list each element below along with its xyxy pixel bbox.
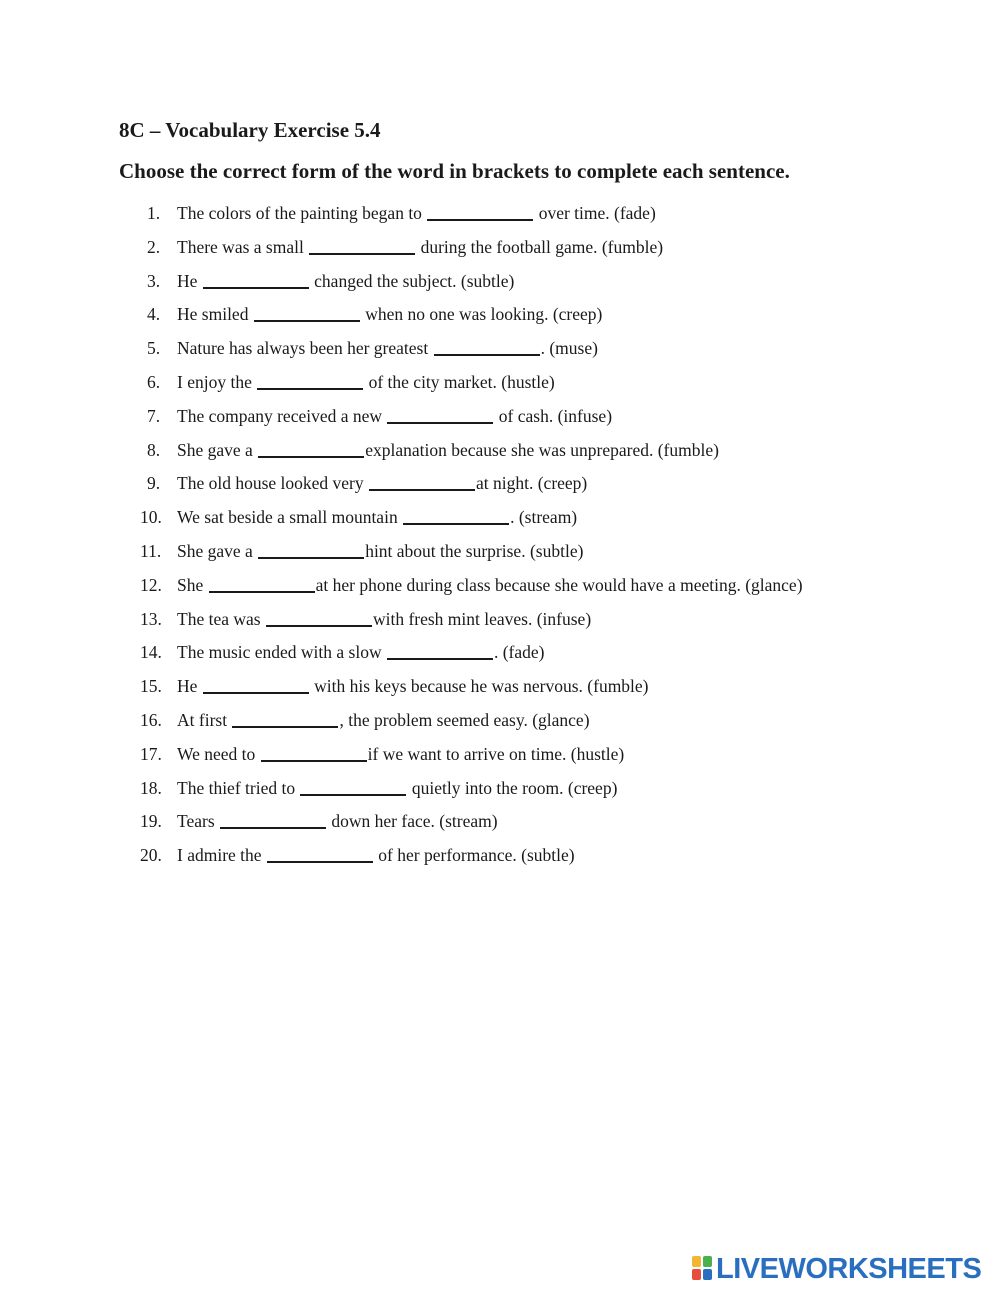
sentence-start: She gave a xyxy=(177,439,258,460)
item-number: 4. xyxy=(147,304,161,325)
sentence-end: . (stream) xyxy=(510,507,578,528)
exercise-item xyxy=(140,604,980,638)
exercise-item xyxy=(140,333,980,367)
sentence-start: She xyxy=(177,574,208,595)
answer-blank[interactable] xyxy=(261,746,367,762)
sentence-start: At first xyxy=(177,709,232,730)
sentence-end: explanation because she was unprepared. (fumble) xyxy=(365,439,719,460)
exercise-item xyxy=(140,570,980,604)
sentence-end: , the problem seemed easy. (glance) xyxy=(339,709,590,730)
exercise-item xyxy=(140,367,980,401)
item-number: 5. xyxy=(147,338,161,359)
sentence-end: . (muse) xyxy=(540,338,598,359)
sentence-start: Tears xyxy=(177,811,220,832)
sentence-end: of cash. (infuse) xyxy=(494,405,613,426)
answer-blank[interactable] xyxy=(254,306,360,322)
answer-blank[interactable] xyxy=(309,239,415,255)
exercise-item xyxy=(140,468,980,502)
exercise-item xyxy=(140,739,980,773)
answer-blank[interactable] xyxy=(427,205,533,221)
sentence-end: during the football game. (fumble) xyxy=(416,236,664,257)
answer-blank[interactable] xyxy=(369,475,475,491)
sentence-start: The old house looked very xyxy=(177,473,368,494)
exercise-item xyxy=(140,232,980,266)
item-number: 16. xyxy=(140,709,162,730)
sentence-start: He smiled xyxy=(177,304,253,325)
item-number: 9. xyxy=(147,473,161,494)
answer-blank[interactable] xyxy=(257,374,363,390)
sentence-end: changed the subject. (subtle) xyxy=(309,270,515,291)
item-number: 15. xyxy=(140,676,162,697)
exercise-item xyxy=(140,502,980,536)
sentence-start: The colors of the painting began to xyxy=(177,203,427,223)
item-number: 1. xyxy=(147,203,161,223)
answer-blank[interactable] xyxy=(203,273,309,289)
sentence-start: The company received a new xyxy=(177,405,387,426)
sentence-start: Nature has always been her greatest xyxy=(177,338,433,359)
exercise-item xyxy=(140,266,980,300)
answer-blank[interactable] xyxy=(387,644,493,660)
exercise-item xyxy=(140,435,980,469)
exercise-item xyxy=(140,637,980,671)
sentence-end: of her performance. (subtle) xyxy=(373,845,575,866)
sentence-start: We sat beside a small mountain xyxy=(177,507,403,528)
exercise-item xyxy=(140,198,980,232)
item-number: 17. xyxy=(140,743,162,764)
sentence-end: hint about the surprise. (subtle) xyxy=(365,540,584,561)
sentence-end: of the city market. (hustle) xyxy=(364,371,555,392)
answer-blank[interactable] xyxy=(220,813,326,829)
item-number: 3. xyxy=(147,270,161,291)
sentence-end: if we want to arrive on time. (hustle) xyxy=(367,743,625,764)
exercise-item xyxy=(140,401,980,435)
exercise-item xyxy=(140,806,980,840)
answer-blank[interactable] xyxy=(232,712,338,728)
answer-blank[interactable] xyxy=(300,780,406,796)
sentence-start: He xyxy=(177,676,202,697)
sentence-end: at her phone during class because she would have a meeting. (glance) xyxy=(315,574,803,595)
item-number: 2. xyxy=(147,236,161,257)
brand-name: LIVEWORKSHEETS xyxy=(716,1253,982,1285)
page-title: 8C – Vocabulary Exercise 5.4 xyxy=(119,118,381,142)
sentence-start: I enjoy the xyxy=(177,371,257,392)
item-number: 7. xyxy=(147,405,161,426)
item-number: 18. xyxy=(140,777,162,798)
answer-blank[interactable] xyxy=(267,847,373,863)
sentence-start: The tea was xyxy=(177,608,265,629)
sentence-end: when no one was looking. (creep) xyxy=(360,304,603,325)
item-number: 11. xyxy=(140,540,162,561)
exercise-item xyxy=(140,773,980,807)
answer-blank[interactable] xyxy=(203,678,309,694)
sentence-end: down her face. (stream) xyxy=(327,811,498,832)
exercise-item xyxy=(140,705,980,739)
item-number: 10. xyxy=(140,507,162,528)
answer-blank[interactable] xyxy=(266,611,372,627)
sentence-end: with fresh mint leaves. (infuse) xyxy=(372,608,592,629)
sentence-start: He xyxy=(177,270,202,291)
sentence-end: over time. (fade) xyxy=(534,203,656,223)
answer-blank[interactable] xyxy=(209,577,315,593)
answer-blank[interactable] xyxy=(258,543,364,559)
item-number: 8. xyxy=(147,439,161,460)
sentence-start: The thief tried to xyxy=(177,777,300,798)
answer-blank[interactable] xyxy=(387,408,493,424)
sentence-end: at night. (creep) xyxy=(476,473,588,494)
exercise-item xyxy=(140,840,980,874)
exercise-item xyxy=(140,671,980,705)
sentence-end: with his keys because he was nervous. (fumble) xyxy=(309,676,649,697)
sentence-start: She gave a xyxy=(177,540,258,561)
instructions: Choose the correct form of the word in brackets to complete each sentence. xyxy=(119,159,790,183)
sentence-start: We need to xyxy=(177,743,260,764)
sentence-start: I admire the xyxy=(177,845,266,866)
item-number: 12. xyxy=(140,574,162,595)
answer-blank[interactable] xyxy=(258,442,364,458)
item-number: 19. xyxy=(140,811,162,832)
exercise-item xyxy=(140,536,980,570)
exercise-item xyxy=(140,299,980,333)
exercise-list xyxy=(140,198,980,874)
sentence-end: . (fade) xyxy=(493,642,545,663)
liveworksheets-logo-icon xyxy=(692,1256,714,1282)
sentence-start: The music ended with a slow xyxy=(177,642,386,663)
item-number: 14. xyxy=(140,642,162,663)
item-number: 13. xyxy=(140,608,162,629)
sentence-start: There was a small xyxy=(177,236,309,257)
answer-blank[interactable] xyxy=(403,509,509,525)
item-number: 6. xyxy=(147,371,161,392)
liveworksheets-logo xyxy=(692,1254,981,1284)
item-number: 20. xyxy=(140,845,162,866)
answer-blank[interactable] xyxy=(434,340,540,356)
sentence-end: quietly into the room. (creep) xyxy=(407,777,618,798)
